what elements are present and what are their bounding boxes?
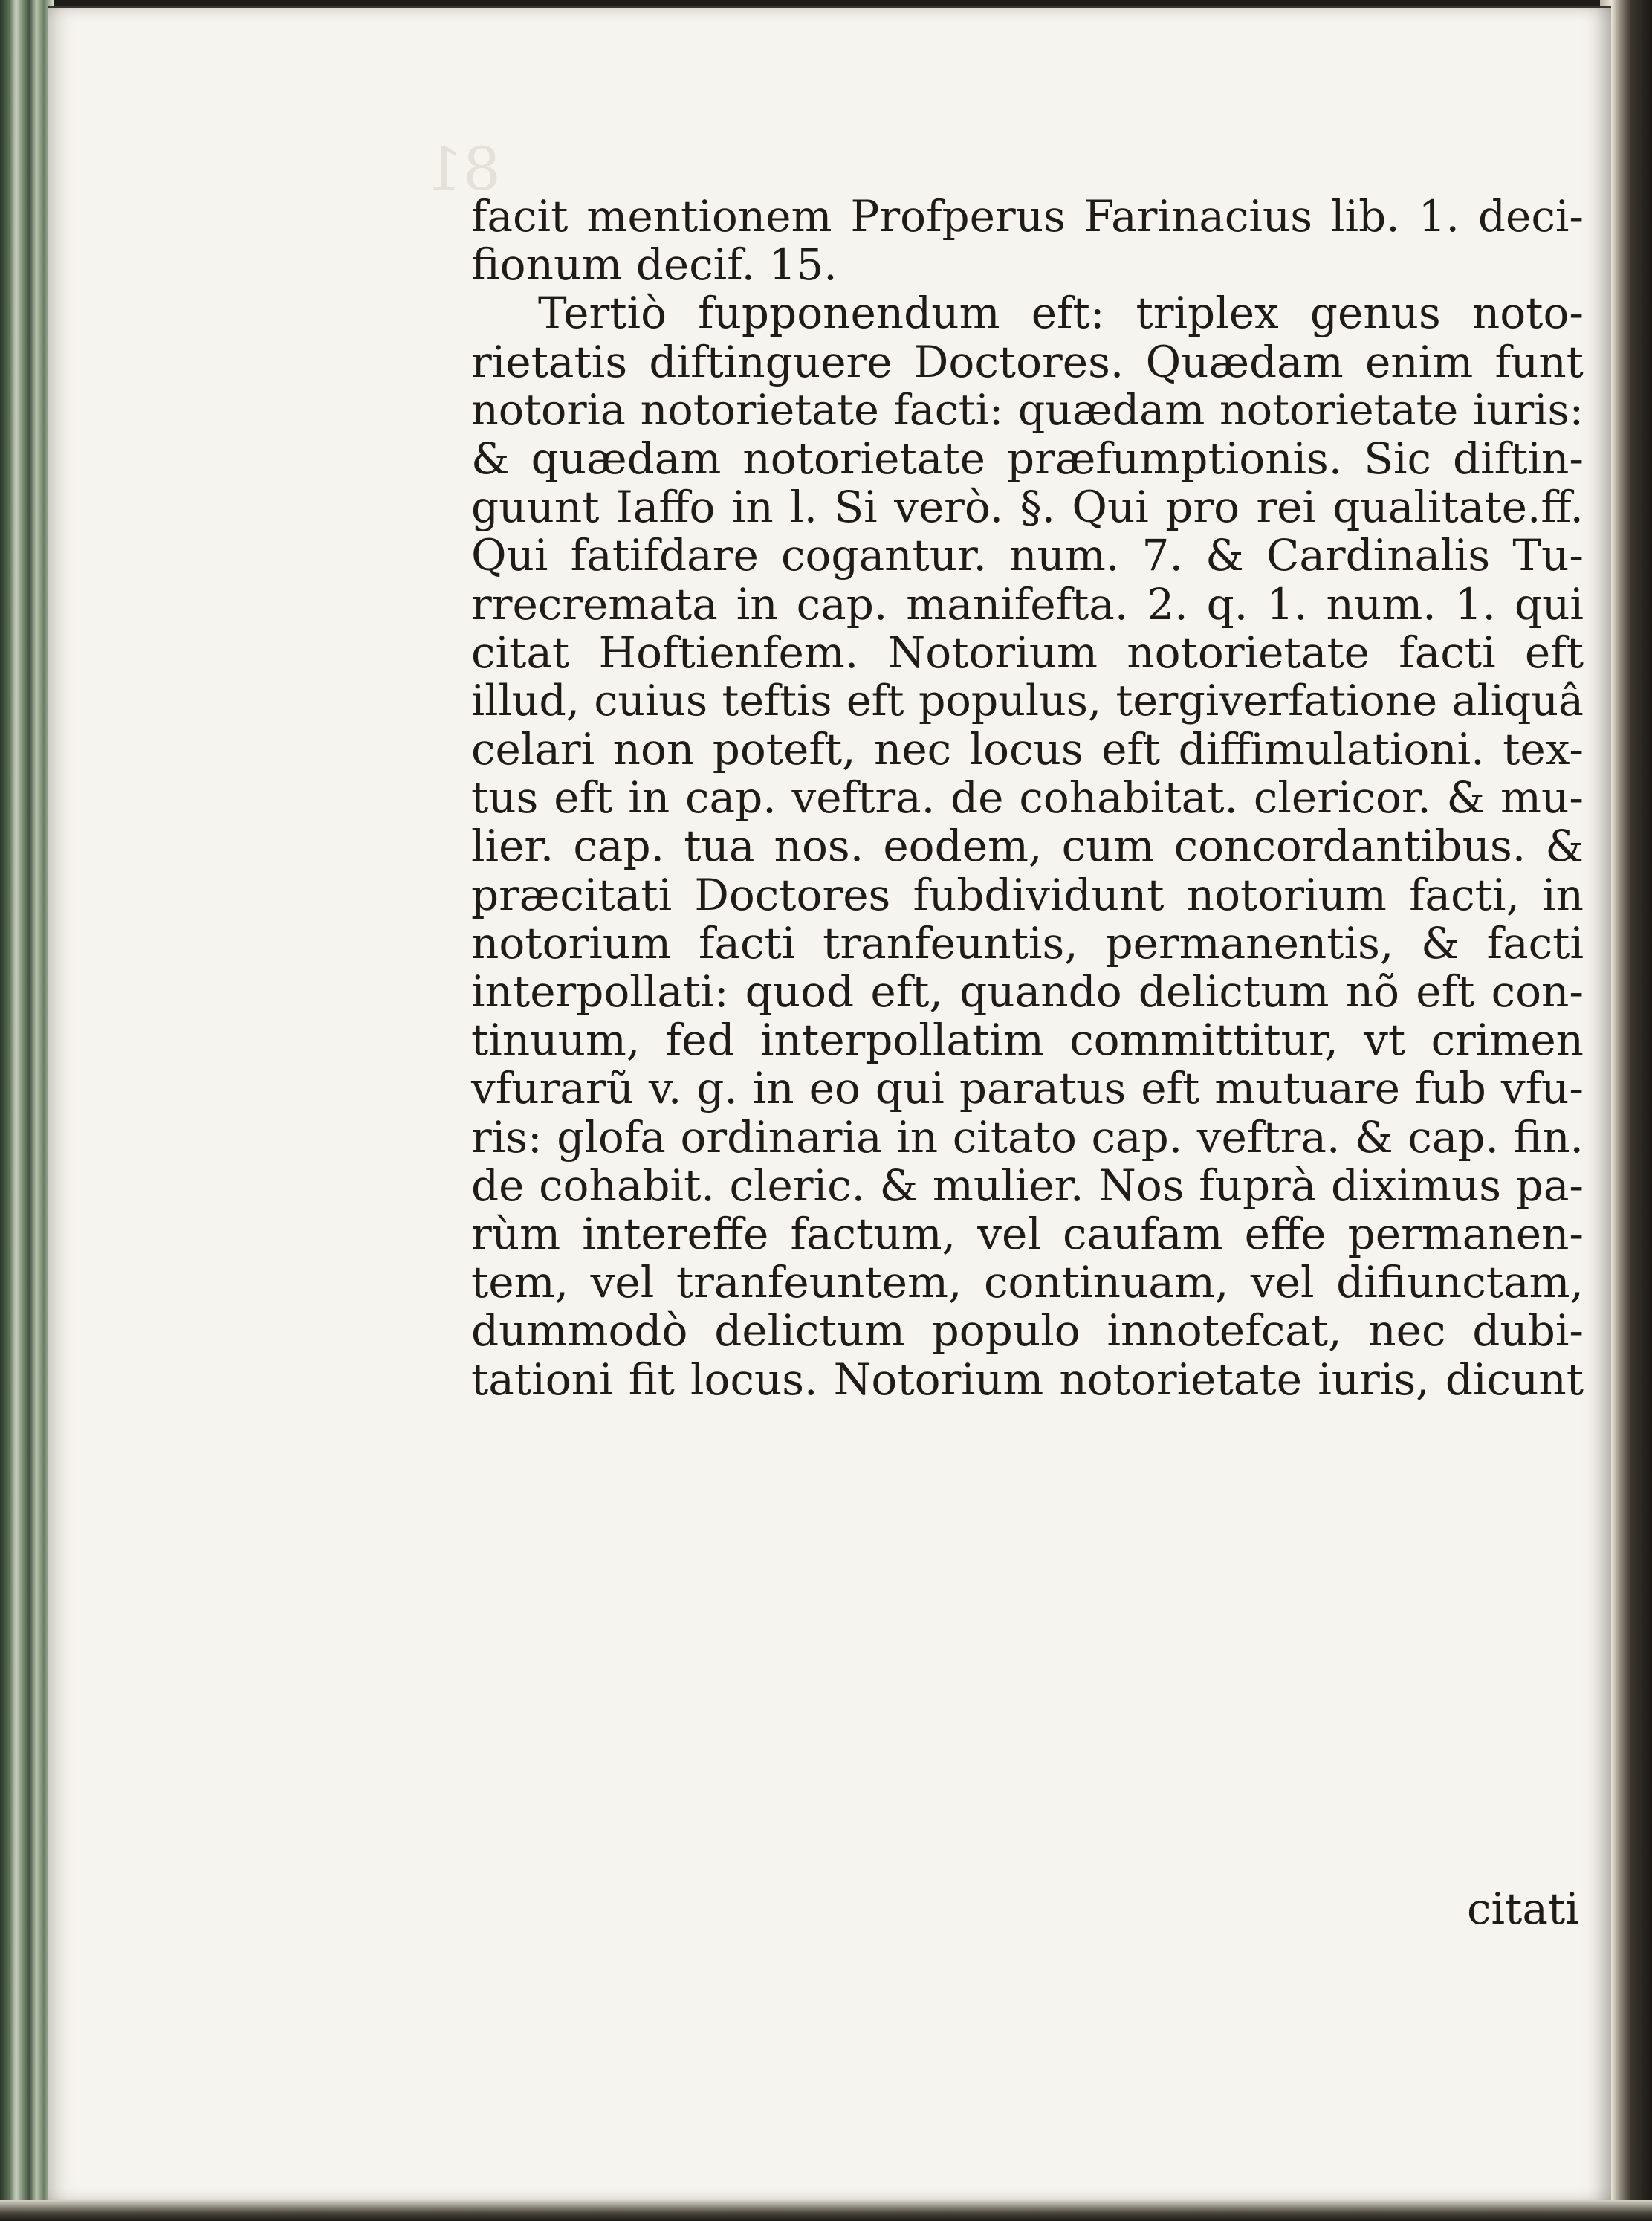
book-page	[48, 6, 1611, 2201]
text-line: facit mentionem Profperus Farinacius lib. 1. deci-	[471, 191, 1584, 242]
text-line: Qui fatifdare cogantur. num. 7. & Cardinalis Tu-	[471, 530, 1584, 581]
text-line: præcitati Doctores fubdividunt notorium facti, in	[471, 869, 1584, 920]
text-line: Tertiò fupponendum eft: triplex genus noto-	[538, 288, 1584, 339]
text-line: tem, vel tranfeuntem, continuam, vel difiunctam,	[471, 1257, 1584, 1308]
text-line: ris: glofa ordinaria in citato cap. veftra. & cap. fin.	[471, 1111, 1584, 1163]
text-line: interpollati: quod eft, quando delictum nõ eft con-	[471, 966, 1584, 1017]
text-line: rùm intereffe factum, vel caufam effe permanen-	[471, 1208, 1584, 1259]
text-line: notoria notorietate facti: quædam notorietate iuris:	[471, 385, 1584, 435]
bottom-page-edge	[0, 2200, 1652, 2221]
text-line: tationi fit locus. Notorium notorietate iuris, dicunt	[471, 1354, 1584, 1405]
text-line: illud, cuius teftis eft populus, tergiverfatione aliquâ	[471, 676, 1584, 725]
left-page-edges	[0, 0, 54, 2221]
text-line: citat Hoftienfem. Notorium notorietate facti eft	[471, 627, 1584, 678]
bleed-through-mark: 81	[425, 135, 501, 204]
text-line: & quædam notorietate præfumptionis. Sic diftin-	[471, 433, 1584, 484]
catchword: citati	[1467, 1884, 1579, 1934]
body-text	[471, 193, 1584, 1404]
text-line: rietatis diftinguere Doctores. Quædam enim funt	[471, 336, 1584, 387]
text-line: de cohabit. cleric. & mulier. Nos fuprà diximus pa-	[471, 1160, 1584, 1211]
text-line: rrecremata in cap. manifefta. 2. q. 1. num. 1. qui	[471, 578, 1584, 630]
text-line: vfurarũ v. g. in eo qui paratus eft mutuare fub vfu-	[471, 1063, 1584, 1114]
text-line: notorium facti tranfeuntis, permanentis, & facti	[471, 917, 1584, 969]
text-line: dummodò delictum populo innotefcat, nec dubi-	[471, 1305, 1584, 1357]
text-line: fionum decif. 15.	[471, 239, 838, 291]
text-line: guunt Iaffo in l. Si verò. §. Qui pro rei qualitate.ff.	[471, 482, 1584, 533]
text-line: tus eft in cap. veftra. de cohabitat. clericor. & mu-	[471, 772, 1584, 824]
text-line: lier. cap. tua nos. eodem, cum concordantibus. &	[471, 821, 1584, 872]
text-line: celari non poteft, nec locus eft diffimulationi. tex-	[471, 724, 1584, 775]
text-line: tinuum, fed interpollatim committitur, vt crimen	[471, 1015, 1584, 1066]
